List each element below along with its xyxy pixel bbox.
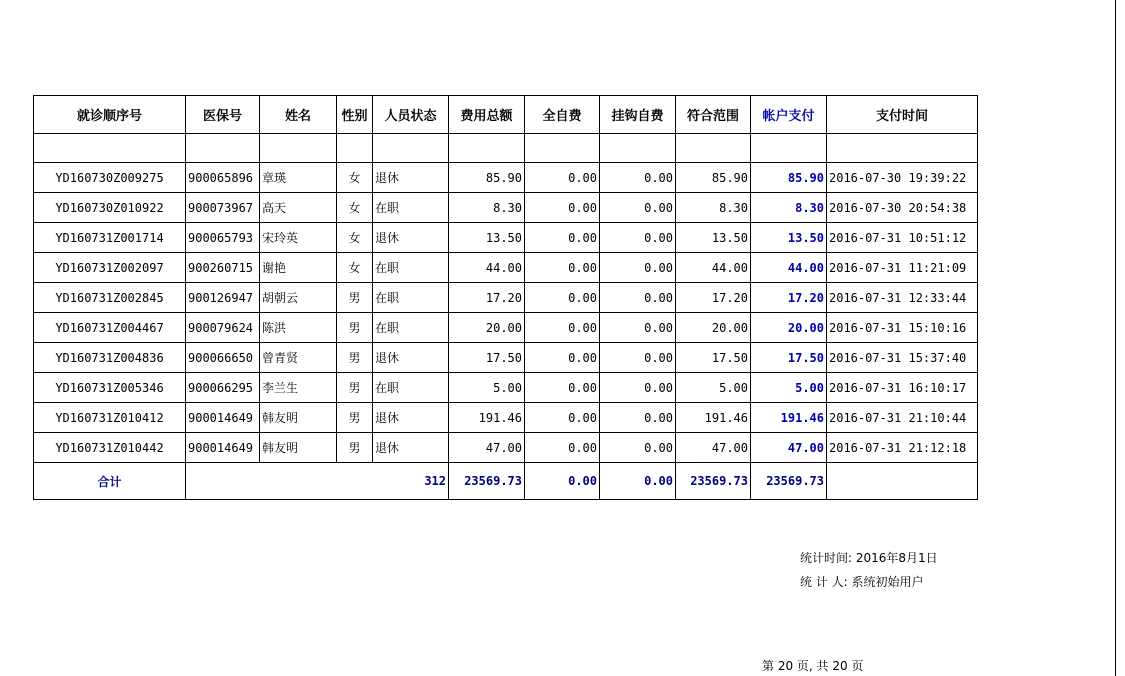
cell-account-pay: 191.46 bbox=[751, 403, 827, 433]
cell-visit-seq: YD160731Z002097 bbox=[34, 253, 186, 283]
cell-name: 胡朝云 bbox=[260, 283, 337, 313]
cell-visit-seq: YD160731Z005346 bbox=[34, 373, 186, 403]
header-name: 姓名 bbox=[260, 96, 337, 134]
cell-name: 韩友明 bbox=[260, 403, 337, 433]
cell-account-pay: 20.00 bbox=[751, 313, 827, 343]
header-gender: 性别 bbox=[337, 96, 373, 134]
cell-in-scope: 17.50 bbox=[676, 343, 751, 373]
total-fee: 23569.73 bbox=[449, 463, 525, 500]
cell-pay-time: 2016-07-31 21:12:18 bbox=[827, 433, 978, 463]
cell-self-pay: 0.00 bbox=[525, 283, 600, 313]
cell-name: 宋玲英 bbox=[260, 223, 337, 253]
cell-fee-total: 5.00 bbox=[449, 373, 525, 403]
cell-pay-time: 2016-07-31 11:21:09 bbox=[827, 253, 978, 283]
cell-pay-time: 2016-07-31 21:10:44 bbox=[827, 403, 978, 433]
cell-fee-total: 85.90 bbox=[449, 163, 525, 193]
cell-gender: 男 bbox=[337, 343, 373, 373]
cell-status: 退休 bbox=[373, 343, 449, 373]
cell-pay-time: 2016-07-31 12:33:44 bbox=[827, 283, 978, 313]
cell-in-scope: 17.20 bbox=[676, 283, 751, 313]
cell-fee-total: 17.50 bbox=[449, 343, 525, 373]
cell-in-scope: 191.46 bbox=[676, 403, 751, 433]
cell-name: 韩友明 bbox=[260, 433, 337, 463]
cell-account-pay: 13.50 bbox=[751, 223, 827, 253]
cell-account-pay: 17.20 bbox=[751, 283, 827, 313]
cell-fee-total: 44.00 bbox=[449, 253, 525, 283]
table-row bbox=[34, 193, 978, 223]
cell-gender: 男 bbox=[337, 313, 373, 343]
cell-fee-total: 17.20 bbox=[449, 283, 525, 313]
cell-fee-total: 20.00 bbox=[449, 313, 525, 343]
total-in-scope: 23569.73 bbox=[676, 463, 751, 500]
cell-linked-self-pay: 0.00 bbox=[600, 403, 676, 433]
cell-account-pay: 85.90 bbox=[751, 163, 827, 193]
cell-insurance-no: 900066650 bbox=[186, 343, 260, 373]
cell-visit-seq: YD160730Z009275 bbox=[34, 163, 186, 193]
cell-visit-seq: YD160731Z002845 bbox=[34, 283, 186, 313]
cell-insurance-no: 900065793 bbox=[186, 223, 260, 253]
cell-self-pay: 0.00 bbox=[525, 403, 600, 433]
cell-pay-time: 2016-07-31 10:51:12 bbox=[827, 223, 978, 253]
cell-linked-self-pay: 0.00 bbox=[600, 433, 676, 463]
cell-status: 退休 bbox=[373, 403, 449, 433]
table-row bbox=[34, 313, 978, 343]
cell-in-scope: 47.00 bbox=[676, 433, 751, 463]
cell-account-pay: 8.30 bbox=[751, 193, 827, 223]
blank-row bbox=[34, 134, 978, 163]
total-linked-self-pay: 0.00 bbox=[600, 463, 676, 500]
stat-time: 统计时间: 2016年8月1日 bbox=[800, 551, 938, 565]
total-label: 合计 bbox=[34, 463, 186, 500]
cell-self-pay: 0.00 bbox=[525, 313, 600, 343]
header-in-scope: 符合范围 bbox=[676, 96, 751, 134]
total-row bbox=[34, 463, 978, 500]
cell-name: 章瑛 bbox=[260, 163, 337, 193]
cell-self-pay: 0.00 bbox=[525, 253, 600, 283]
cell-linked-self-pay: 0.00 bbox=[600, 163, 676, 193]
cell-account-pay: 47.00 bbox=[751, 433, 827, 463]
header-visit-seq: 就诊顺序号 bbox=[34, 96, 186, 134]
cell-gender: 男 bbox=[337, 403, 373, 433]
cell-name: 高天 bbox=[260, 193, 337, 223]
cell-insurance-no: 900066295 bbox=[186, 373, 260, 403]
table-row bbox=[34, 433, 978, 463]
header-row bbox=[34, 96, 978, 134]
cell-pay-time: 2016-07-30 19:39:22 bbox=[827, 163, 978, 193]
total-empty-cell bbox=[827, 463, 978, 500]
cell-name: 曾青贤 bbox=[260, 343, 337, 373]
cell-visit-seq: YD160731Z001714 bbox=[34, 223, 186, 253]
cell-account-pay: 17.50 bbox=[751, 343, 827, 373]
cell-linked-self-pay: 0.00 bbox=[600, 313, 676, 343]
cell-gender: 男 bbox=[337, 373, 373, 403]
cell-fee-total: 191.46 bbox=[449, 403, 525, 433]
header-fee-total: 费用总额 bbox=[449, 96, 525, 134]
header-linked-self-pay: 挂钩自费 bbox=[600, 96, 676, 134]
cell-linked-self-pay: 0.00 bbox=[600, 343, 676, 373]
header-insurance-no: 医保号 bbox=[186, 96, 260, 134]
cell-self-pay: 0.00 bbox=[525, 193, 600, 223]
cell-self-pay: 0.00 bbox=[525, 223, 600, 253]
cell-visit-seq: YD160731Z004467 bbox=[34, 313, 186, 343]
total-self-pay: 0.00 bbox=[525, 463, 600, 500]
cell-in-scope: 8.30 bbox=[676, 193, 751, 223]
page-number: 第 20 页, 共 20 页 bbox=[762, 659, 864, 673]
total-account-pay: 23569.73 bbox=[751, 463, 827, 500]
cell-linked-self-pay: 0.00 bbox=[600, 253, 676, 283]
cell-account-pay: 44.00 bbox=[751, 253, 827, 283]
cell-in-scope: 44.00 bbox=[676, 253, 751, 283]
cell-visit-seq: YD160731Z004836 bbox=[34, 343, 186, 373]
cell-insurance-no: 900079624 bbox=[186, 313, 260, 343]
cell-status: 在职 bbox=[373, 193, 449, 223]
header-account-pay: 帐户支付 bbox=[751, 96, 827, 134]
cell-gender: 男 bbox=[337, 283, 373, 313]
cell-status: 退休 bbox=[373, 433, 449, 463]
cell-status: 在职 bbox=[373, 253, 449, 283]
cell-visit-seq: YD160731Z010412 bbox=[34, 403, 186, 433]
settlement-report-table bbox=[33, 95, 978, 500]
table-row bbox=[34, 223, 978, 253]
cell-linked-self-pay: 0.00 bbox=[600, 283, 676, 313]
table-row bbox=[34, 163, 978, 193]
cell-linked-self-pay: 0.00 bbox=[600, 223, 676, 253]
cell-insurance-no: 900014649 bbox=[186, 433, 260, 463]
cell-insurance-no: 900260715 bbox=[186, 253, 260, 283]
cell-status: 退休 bbox=[373, 223, 449, 253]
page-edge-line bbox=[1115, 0, 1116, 676]
cell-fee-total: 8.30 bbox=[449, 193, 525, 223]
cell-pay-time: 2016-07-31 16:10:17 bbox=[827, 373, 978, 403]
header-self-pay: 全自费 bbox=[525, 96, 600, 134]
cell-self-pay: 0.00 bbox=[525, 373, 600, 403]
cell-in-scope: 5.00 bbox=[676, 373, 751, 403]
cell-in-scope: 13.50 bbox=[676, 223, 751, 253]
cell-gender: 女 bbox=[337, 163, 373, 193]
total-count: 312 bbox=[186, 463, 449, 500]
cell-gender: 女 bbox=[337, 253, 373, 283]
stat-person: 统 计 人: 系统初始用户 bbox=[800, 575, 924, 589]
cell-pay-time: 2016-07-30 20:54:38 bbox=[827, 193, 978, 223]
cell-visit-seq: YD160730Z010922 bbox=[34, 193, 186, 223]
cell-status: 在职 bbox=[373, 373, 449, 403]
cell-insurance-no: 900126947 bbox=[186, 283, 260, 313]
cell-insurance-no: 900065896 bbox=[186, 163, 260, 193]
table-row bbox=[34, 403, 978, 433]
cell-account-pay: 5.00 bbox=[751, 373, 827, 403]
cell-self-pay: 0.00 bbox=[525, 433, 600, 463]
cell-status: 在职 bbox=[373, 313, 449, 343]
cell-status: 在职 bbox=[373, 283, 449, 313]
cell-in-scope: 85.90 bbox=[676, 163, 751, 193]
cell-gender: 女 bbox=[337, 223, 373, 253]
cell-linked-self-pay: 0.00 bbox=[600, 373, 676, 403]
cell-self-pay: 0.00 bbox=[525, 163, 600, 193]
cell-pay-time: 2016-07-31 15:37:40 bbox=[827, 343, 978, 373]
cell-gender: 男 bbox=[337, 433, 373, 463]
cell-pay-time: 2016-07-31 15:10:16 bbox=[827, 313, 978, 343]
cell-gender: 女 bbox=[337, 193, 373, 223]
cell-fee-total: 47.00 bbox=[449, 433, 525, 463]
table-row bbox=[34, 253, 978, 283]
cell-insurance-no: 900073967 bbox=[186, 193, 260, 223]
cell-self-pay: 0.00 bbox=[525, 343, 600, 373]
cell-name: 李兰生 bbox=[260, 373, 337, 403]
cell-insurance-no: 900014649 bbox=[186, 403, 260, 433]
header-status: 人员状态 bbox=[373, 96, 449, 134]
cell-visit-seq: YD160731Z010442 bbox=[34, 433, 186, 463]
table-row bbox=[34, 283, 978, 313]
header-pay-time: 支付时间 bbox=[827, 96, 978, 134]
cell-fee-total: 13.50 bbox=[449, 223, 525, 253]
cell-name: 谢艳 bbox=[260, 253, 337, 283]
cell-linked-self-pay: 0.00 bbox=[600, 193, 676, 223]
cell-status: 退休 bbox=[373, 163, 449, 193]
table-row bbox=[34, 373, 978, 403]
cell-name: 陈洪 bbox=[260, 313, 337, 343]
table-row bbox=[34, 343, 978, 373]
cell-in-scope: 20.00 bbox=[676, 313, 751, 343]
